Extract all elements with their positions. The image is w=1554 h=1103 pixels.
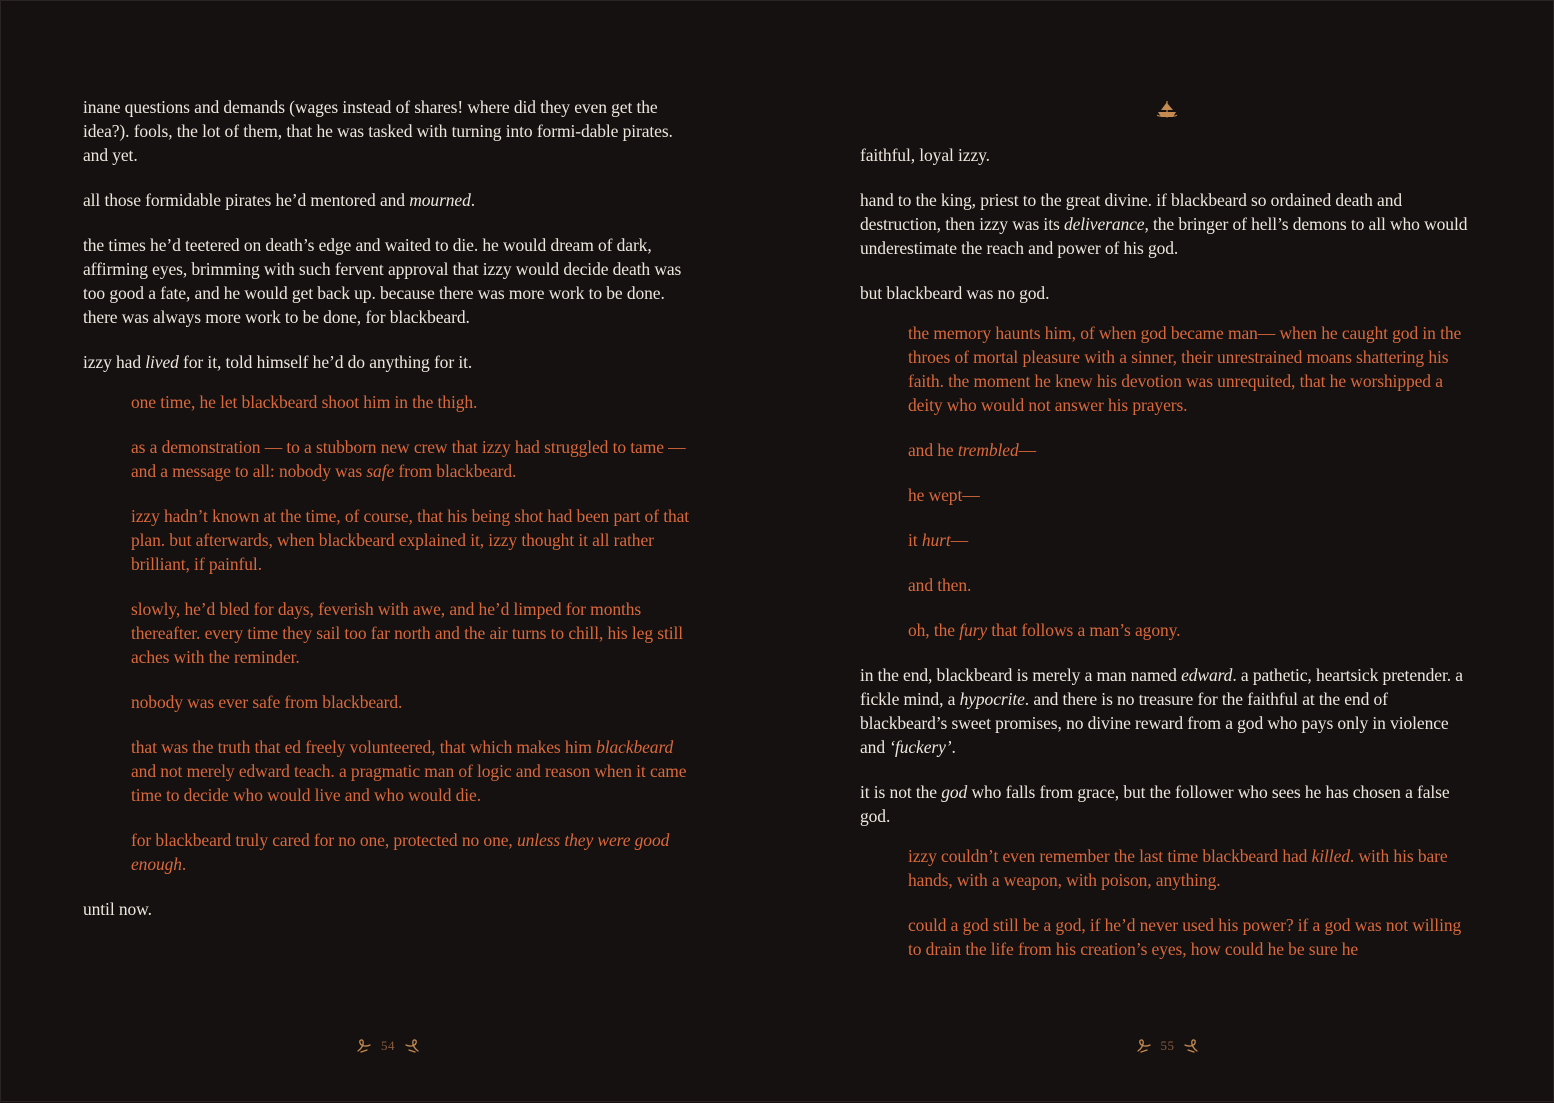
italic-text: deliverance — [1063, 214, 1145, 234]
indented-passage — [908, 844, 1475, 892]
ship-icon — [1156, 99, 1178, 119]
indented-passage — [908, 321, 1475, 417]
fleuron-right-icon — [1182, 1038, 1200, 1054]
indented-passage — [131, 690, 693, 714]
fleuron-right-icon — [403, 1038, 421, 1054]
body-paragraph — [860, 143, 1475, 167]
text-run: nobody was ever safe from blackbeard. — [131, 692, 403, 712]
italic-text: mourned — [409, 190, 471, 210]
indented-passage — [908, 438, 1475, 462]
left-page — [83, 1, 693, 1103]
text-run: but blackbeard was no god. — [860, 283, 1050, 303]
indented-passage — [131, 390, 693, 414]
left-page-text — [83, 95, 693, 942]
text-run: it is not the — [860, 782, 942, 802]
text-run: for it, told himself he’d do anything for it. — [178, 352, 473, 372]
fleuron-left-icon — [355, 1038, 373, 1054]
indented-passage — [908, 483, 1475, 507]
indented-passage — [908, 618, 1475, 642]
text-run: it — [908, 530, 922, 550]
body-paragraph — [860, 780, 1475, 828]
text-run: the memory haunts him, of when god became man— when he caught god in the throes of mortal pleasure with a sinner, their unrestrained moans shattering his faith. the moment he knew his devotion was unrequited, that he worshipped a deity who would not answer his prayers. — [908, 323, 1462, 415]
text-run: and not merely edward teach. a pragmatic man of logic and reason when it came time to decide who would live and who would die. — [131, 761, 687, 805]
text-run: slowly, he’d bled for days, feverish with awe, and he’d limped for months thereafter. every time they sail too far north and the air turns to chill, his leg still aches with the reminder. — [131, 599, 684, 667]
text-run: could a god still be a god, if he’d never used his power? if a god was not willing to drain the life from his creation’s eyes, how could he be sure he — [908, 915, 1462, 959]
text-run: oh, the — [908, 620, 960, 640]
text-run: who falls from grace, but the follower who sees he has chosen a false god. — [860, 782, 1450, 826]
italic-text: fury — [959, 620, 988, 640]
body-paragraph — [83, 233, 693, 329]
text-run: faithful, loyal izzy. — [860, 145, 990, 165]
indented-passage — [131, 435, 693, 483]
page-number: 55 — [1160, 1038, 1175, 1054]
italic-text: blackbeard — [596, 737, 674, 757]
text-run: for blackbeard truly cared for no one, protected no one, — [131, 830, 517, 850]
italic-text: edward — [1181, 665, 1233, 685]
italic-text: unless they were good enough — [131, 830, 670, 874]
text-run: one time, he let blackbeard shoot him in the thigh. — [131, 392, 478, 412]
indented-passage — [131, 735, 693, 807]
italic-text: god — [941, 782, 968, 802]
indented-passage — [131, 504, 693, 576]
body-paragraph — [83, 188, 693, 212]
right-page — [860, 1, 1475, 1103]
page-number: 54 — [381, 1038, 395, 1054]
italic-text: hypocrite — [959, 689, 1025, 709]
indented-passage — [131, 828, 693, 876]
text-run: the times he’d teetered on death’s edge and waited to die. he would dream of dark, affirming eyes, brimming with such fervent approval that izzy would decide death was too good a fate, and he would get back up. because there was more work to be done. there was always more work to be done, for blackbeard. — [83, 235, 682, 327]
indented-passage — [908, 528, 1475, 552]
italic-text: killed — [1311, 846, 1350, 866]
right-page-text — [860, 143, 1475, 982]
text-run: hand to the king, priest to the great divine. if blackbeard so ordained death and destruction, then izzy was its — [860, 190, 1403, 234]
fleuron-left-icon — [1135, 1038, 1153, 1054]
text-run: that was the truth that ed freely volunteered, that which makes him — [131, 737, 597, 757]
body-paragraph — [83, 897, 693, 921]
text-run: , the bringer of hell’s demons to all who would underestimate the reach and power of his god. — [860, 214, 1468, 258]
body-paragraph — [860, 188, 1475, 260]
text-run: . with his bare hands, with a weapon, with poison, anything. — [908, 846, 1448, 890]
text-run: — — [1018, 440, 1037, 460]
text-run: izzy hadn’t known at the time, of course, that his being shot had been part of that plan. but afterwards, when blackbeard explained it, izzy thought it all rather brilliant, if painful. — [131, 506, 690, 574]
text-run: izzy had — [83, 352, 146, 372]
body-paragraph — [860, 663, 1475, 759]
text-run: as a demonstration — to a stubborn new crew that izzy had struggled to tame — and a message to all: nobody was — [131, 437, 686, 481]
text-run: until now. — [83, 899, 152, 919]
text-run: inane questions and demands (wages instead of shares! where did they even get the idea?). fools, the lot of them, that he was tasked with turning into formi-dable pirates. and yet. — [83, 97, 673, 165]
body-paragraph — [83, 350, 693, 374]
text-run: he wept— — [908, 485, 980, 505]
text-run: . — [470, 190, 476, 210]
indented-passage — [908, 573, 1475, 597]
text-run: . a pathetic, heartsick pretender. a fickle mind, a — [860, 665, 1463, 709]
italic-text: safe — [366, 461, 395, 481]
indented-passage — [908, 913, 1475, 961]
text-run: that follows a man’s agony. — [987, 620, 1181, 640]
left-page-folio — [83, 1037, 693, 1054]
italic-text: lived — [145, 352, 179, 372]
italic-text: hurt — [921, 530, 951, 550]
text-run: izzy couldn’t even remember the last time blackbeard had — [908, 846, 1312, 866]
italic-text: trembled — [957, 440, 1019, 460]
right-page-folio — [860, 1037, 1475, 1054]
text-run: in the end, blackbeard is merely a man named — [860, 665, 1182, 685]
text-run: — — [950, 530, 968, 550]
text-run: . and there is no treasure for the faithful at the end of blackbeard’s sweet promises, no divine reward from a god who pays only in violence and — [860, 689, 1449, 757]
text-run: and then. — [908, 575, 972, 595]
body-paragraph — [860, 281, 1475, 305]
text-run: all those formidable pirates he’d mentored and — [83, 190, 410, 210]
italic-text: ‘fuckery’ — [889, 737, 952, 757]
indented-passage — [131, 597, 693, 669]
body-paragraph — [83, 95, 693, 167]
text-run: and he — [908, 440, 958, 460]
text-run: . — [951, 737, 956, 757]
text-run: from blackbeard. — [394, 461, 517, 481]
text-run: . — [181, 854, 187, 874]
